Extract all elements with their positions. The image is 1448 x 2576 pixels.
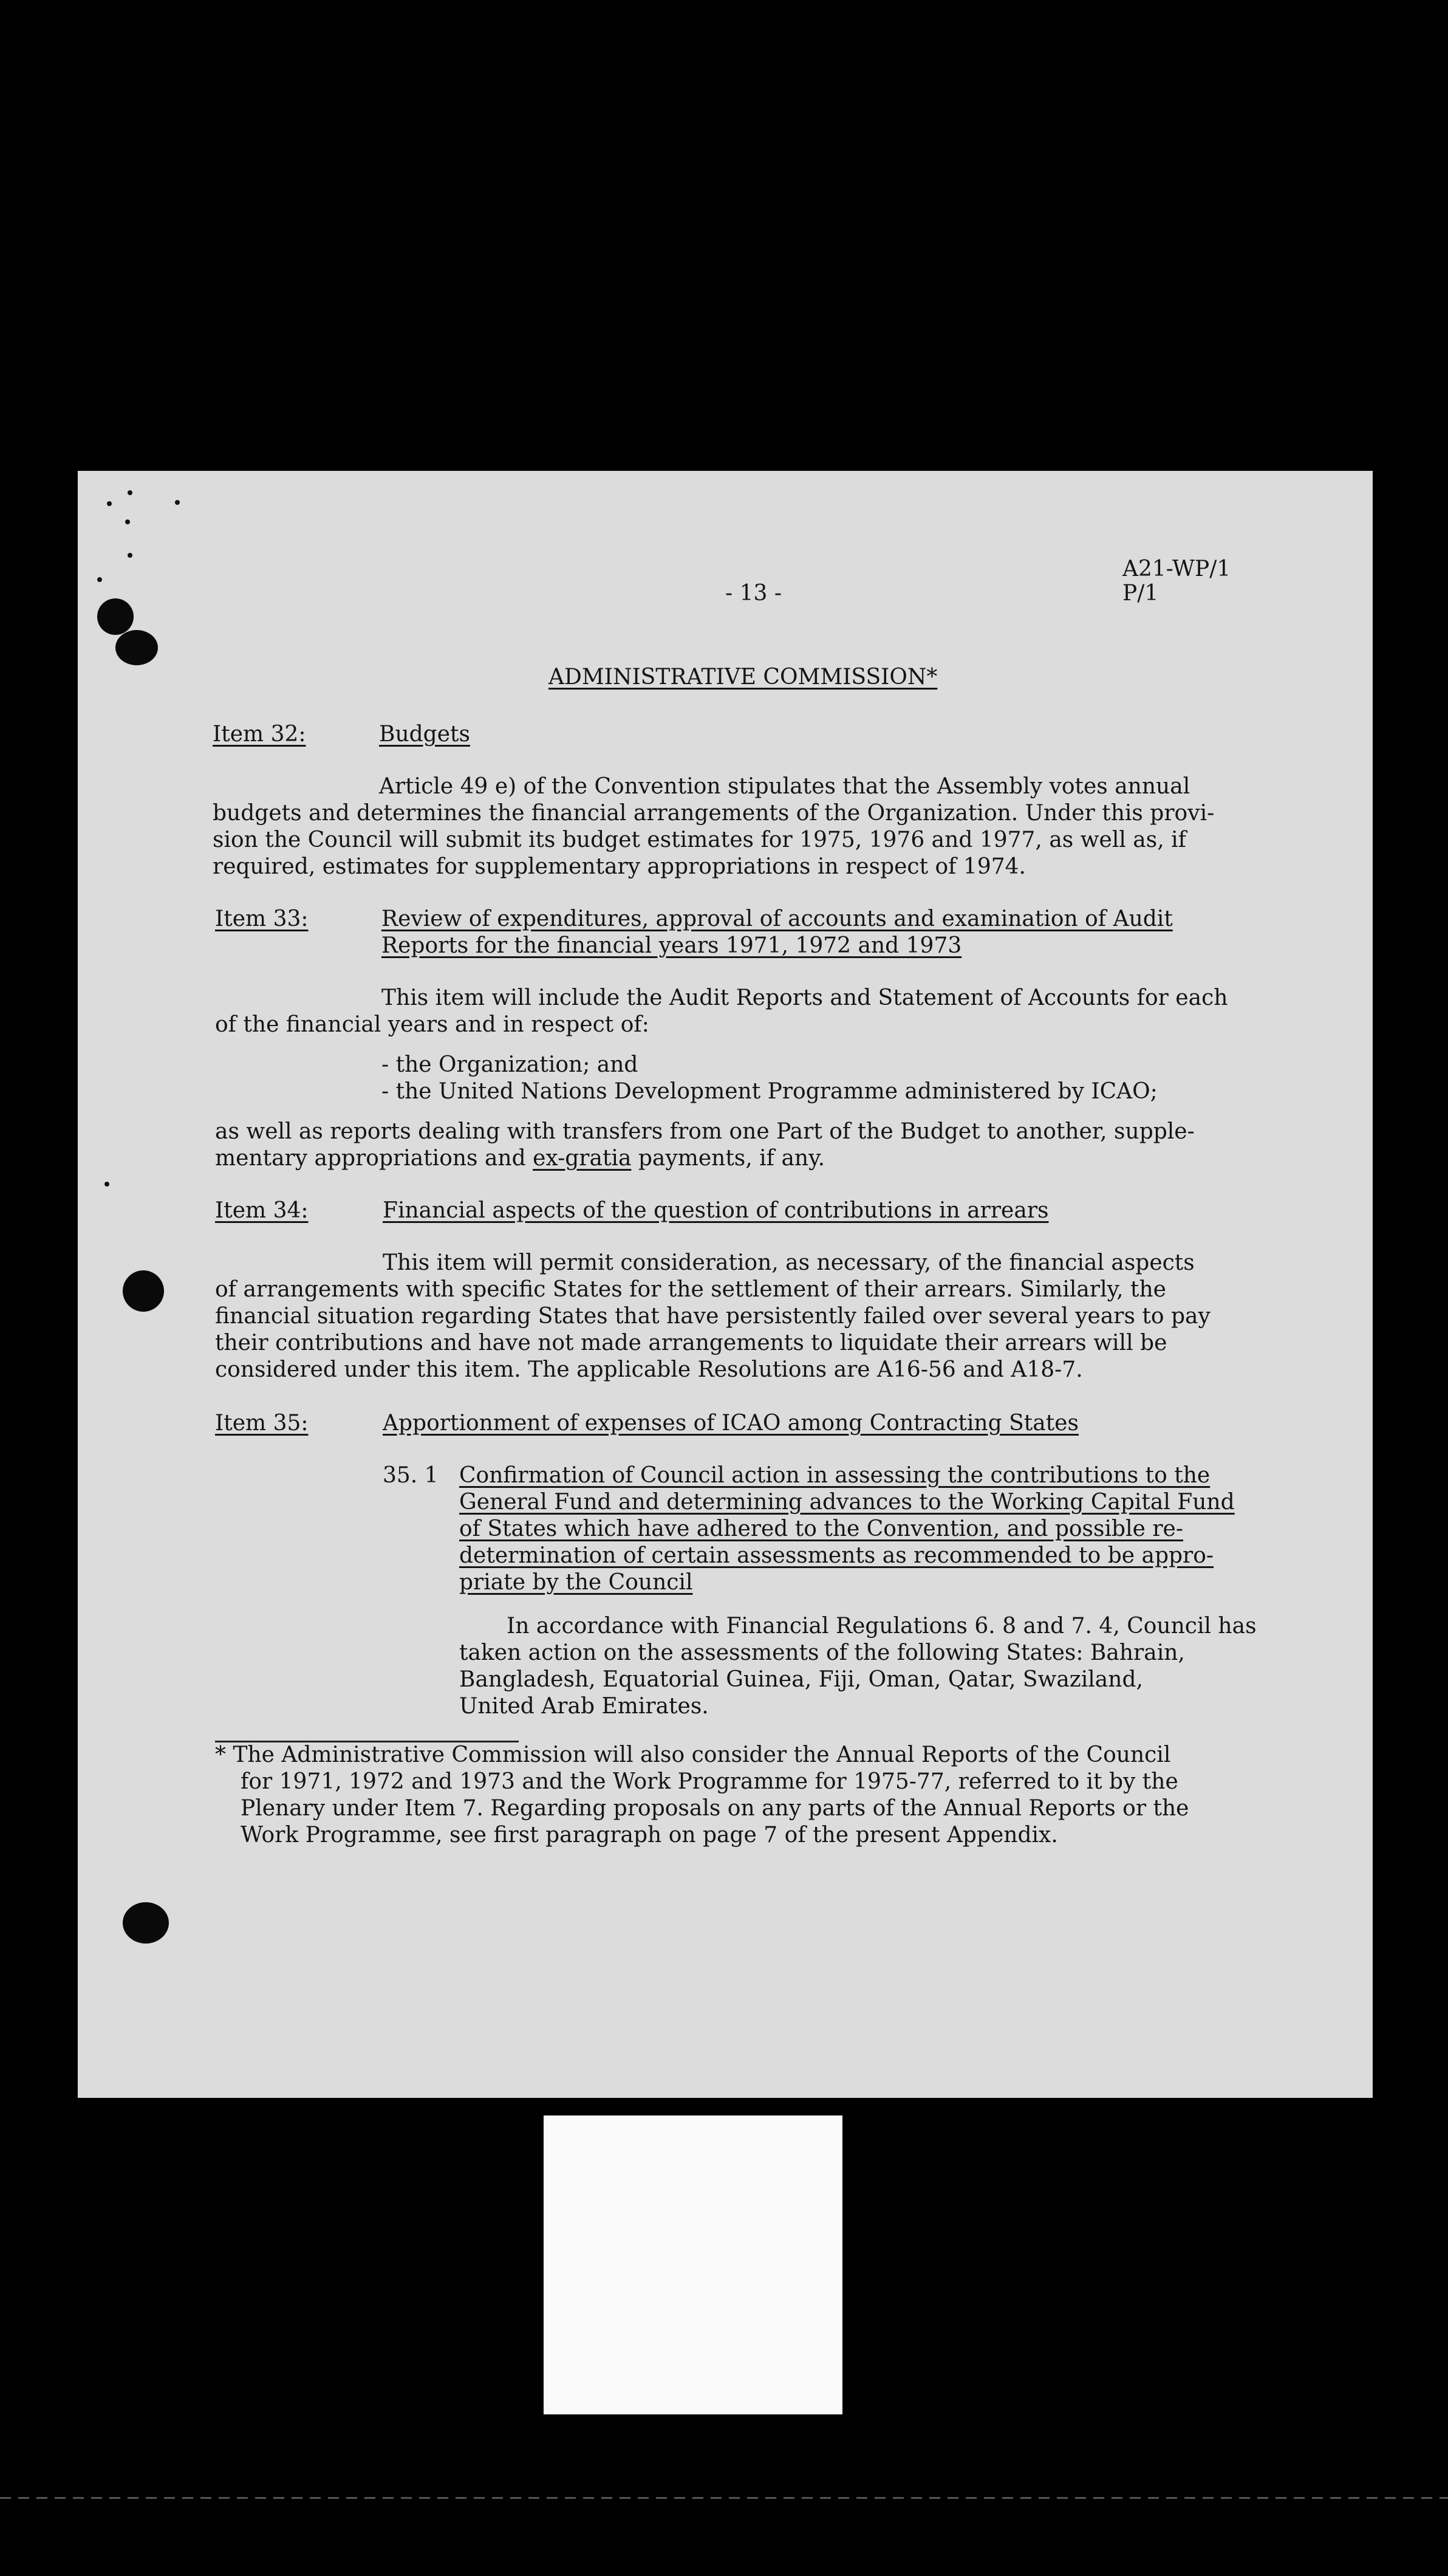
item-33-list-item: - the Organization; and: [381, 1052, 638, 1077]
speck-mark: [175, 500, 180, 505]
item-34-label: Item 34:: [215, 1198, 309, 1223]
speck-mark: [104, 1182, 109, 1187]
footnote-line: * The Administrative Commission will also consider the Annual Reports of the Council: [215, 1742, 1171, 1767]
item-33-paragraph-line: This item will include the Audit Reports and Statement of Accounts for each: [381, 985, 1228, 1010]
punch-hole-mark: [123, 1902, 169, 1944]
item-33-paragraph-line: as well as reports dealing with transfers from one Part of the Budget to another, supple-: [215, 1119, 1195, 1144]
document-reference-sub: P/1: [1122, 581, 1159, 606]
item-33-list-item: - the United Nations Development Programme administered by ICAO;: [381, 1079, 1158, 1104]
ex-gratia-term: ex-gratia: [533, 1146, 632, 1171]
item-32-heading: Budgets: [379, 722, 470, 747]
punch-hole-mark: [97, 598, 134, 635]
item-32-paragraph-line: budgets and determines the financial arrangements of the Organization. Under this provi-: [213, 801, 1215, 826]
speck-mark: [125, 519, 130, 524]
sub-item-heading-line: determination of certain assessments as recommended to be appro-: [459, 1543, 1214, 1568]
sub-item-paragraph-line: United Arab Emirates.: [459, 1694, 709, 1719]
scan-edge-line: [0, 2497, 1448, 2499]
item-32-paragraph-line: required, estimates for supplementary appropriations in respect of 1974.: [213, 854, 1026, 879]
footnote-line: Work Programme, see first paragraph on page 7 of the present Appendix.: [241, 1823, 1058, 1848]
sub-item-number: 35. 1: [383, 1463, 439, 1488]
page-title: ADMINISTRATIVE COMMISSION*: [548, 665, 938, 690]
page-number: - 13 -: [725, 581, 782, 606]
text-run: payments, if any.: [631, 1146, 825, 1171]
speck-mark: [107, 501, 112, 506]
item-34-paragraph-line: considered under this item. The applicable Resolutions are A16-56 and A18-7.: [215, 1357, 1083, 1382]
item-32-paragraph-line: sion the Council will submit its budget estimates for 1975, 1976 and 1977, as well as, if: [213, 827, 1186, 852]
sub-item-paragraph-line: taken action on the assessments of the following States: Bahrain,: [459, 1640, 1185, 1665]
item-33-heading-line: Review of expenditures, approval of accounts and examination of Audit: [381, 906, 1173, 931]
item-33-paragraph-line: [215, 1145, 825, 1172]
punch-hole-mark: [115, 630, 158, 665]
item-33-heading-line: Reports for the financial years 1971, 1972 and 1973: [381, 933, 962, 958]
item-32-paragraph-line: Article 49 e) of the Convention stipulates that the Assembly votes annual: [379, 774, 1190, 799]
item-34-paragraph-line: their contributions and have not made arrangements to liquidate their arrears will be: [215, 1331, 1167, 1355]
item-35-heading: Apportionment of expenses of ICAO among Contracting States: [383, 1411, 1079, 1436]
item-34-paragraph-line: of arrangements with specific States for the settlement of their arrears. Similarly, the: [215, 1277, 1166, 1302]
speck-mark: [128, 553, 132, 558]
sub-item-heading-line: General Fund and determining advances to the Working Capital Fund: [459, 1490, 1235, 1515]
text-run: mentary appropriations and: [215, 1146, 533, 1171]
item-33-label: Item 33:: [215, 906, 309, 931]
speck-mark: [97, 577, 102, 582]
item-34-paragraph-line: financial situation regarding States that have persistently failed over several years to pay: [215, 1304, 1211, 1329]
document-page: [78, 471, 1373, 2098]
document-reference: A21-WP/1: [1122, 557, 1231, 581]
sub-item-heading-line: priate by the Council: [459, 1570, 693, 1595]
item-34-paragraph-line: This item will permit consideration, as necessary, of the financial aspects: [383, 1250, 1195, 1275]
item-35-label: Item 35:: [215, 1411, 309, 1436]
sub-item-heading-line: of States which have adhered to the Convention, and possible re-: [459, 1516, 1184, 1541]
sub-item-paragraph-line: In accordance with Financial Regulations 6. 8 and 7. 4, Council has: [507, 1614, 1257, 1639]
footnote-line: for 1971, 1972 and 1973 and the Work Programme for 1975-77, referred to it by the: [241, 1769, 1178, 1794]
sub-item-heading-line: Confirmation of Council action in assessing the contributions to the: [459, 1463, 1211, 1488]
item-33-paragraph-line: of the financial years and in respect of:: [215, 1012, 649, 1037]
item-34-heading: Financial aspects of the question of contributions in arrears: [383, 1198, 1049, 1223]
speck-mark: [128, 490, 132, 495]
blank-white-card: [544, 2115, 842, 2414]
footnote-line: Plenary under Item 7. Regarding proposals on any parts of the Annual Reports or the: [241, 1796, 1189, 1821]
punch-hole-mark: [123, 1270, 164, 1312]
sub-item-paragraph-line: Bangladesh, Equatorial Guinea, Fiji, Oman, Qatar, Swaziland,: [459, 1667, 1143, 1692]
item-32-label: Item 32:: [213, 722, 306, 747]
